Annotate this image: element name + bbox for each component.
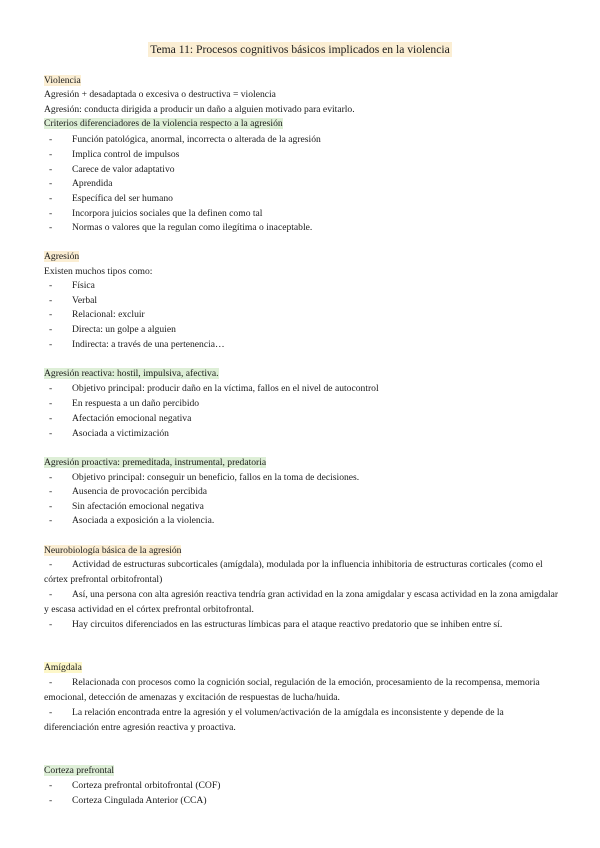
section-heading-corteza: Corteza prefrontal [44,765,115,776]
text-line: Agresión + desadaptada o excesiva o destructiva = violencia [44,89,276,100]
list-item: - Asociada a exposición a la violencia. [49,515,215,526]
section-heading-violencia: Violencia [44,75,81,86]
list-item: - Asociada a victimización [49,428,169,439]
list-item: - Aprendida [49,178,113,189]
section-heading-neurobiologia: Neurobiología básica de la agresión [44,545,182,556]
list-item: - Incorpora juicios sociales que la definen como tal [49,208,263,219]
list-item: - Específica del ser humano [49,193,173,204]
list-item: - Sin afectación emocional negativa [49,501,204,512]
subheading-criterios: Criterios diferenciadores de la violencia respecto a la agresión [44,118,283,129]
text-line: Agresión: conducta dirigida a producir un daño a alguien motivado para evitarlo. [44,104,355,115]
list-item: - Carece de valor adaptativo [49,164,175,175]
paragraph: - Hay circuitos diferenciados en las estructuras límbicas para el ataque reactivo predatorio que se inhiben entre sí. [49,619,503,630]
list-item: - Objetivo principal: conseguir un beneficio, fallos en la toma de decisiones. [49,472,360,483]
section-heading-agresion: Agresión [44,251,80,262]
list-item: - Corteza Cingulada Anterior (CCA) [49,795,207,806]
text-line: Existen muchos tipos como: [44,266,153,277]
list-item: - Física [49,280,95,291]
list-item: - Implica control de impulsos [49,149,180,160]
list-item: - En respuesta a un daño percibido [49,398,200,409]
list-item: - Normas o valores que la regulan como ilegítima o inaceptable. [49,222,313,233]
paragraph: - La relación encontrada entre la agresión y el volumen/activación de la amígdala es inconsistente y depende de la diferenciación entre agresión reactiva y proactiva. [44,707,504,733]
list-item: - Indirecta: a través de una pertenencia… [49,339,225,350]
section-heading-reactiva: Agresión reactiva: hostil, impulsiva, afectiva. [44,368,219,379]
list-item: - Directa: un golpe a alguien [49,324,176,335]
list-item: - Afectación emocional negativa [49,413,192,424]
list-item: - Objetivo principal: producir daño en la víctima, fallos en el nivel de autocontrol [49,383,379,394]
paragraph: - Actividad de estructuras subcorticales (amígdala), modulada por la influencia inhibitoria de estructuras corticales (como el córtex prefrontal orbitofrontal) [44,559,543,585]
page-title: Tema 11: Procesos cognitivos básicos implicados en la violencia [150,43,450,56]
paragraph: - Así, una persona con alta agresión reactiva tendría gran actividad en la zona amigdalar y escasa actividad en la zona amigdalar y escasa actividad en el córtex prefrontal orbitofrontal. [44,589,559,615]
list-item: - Función patológica, anormal, incorrecta o alterada de la agresión [49,134,321,145]
list-item: - Corteza prefrontal orbitofrontal (COF) [49,780,221,791]
section-heading-proactiva: Agresión proactiva: premeditada, instrumental, predatoria [44,457,267,468]
section-heading-amigdala: Amígdala [44,662,82,673]
list-item: - Relacional: excluir [49,309,145,320]
list-item: - Ausencia de provocación percibida [49,486,208,497]
list-item: - Verbal [49,295,98,306]
paragraph: - Relacionada con procesos como la cognición social, regulación de la emoción, procesamiento de la recompensa, memoria emocional, detección de amenazas y excitación de respuestas de lucha/huida. [44,677,540,703]
